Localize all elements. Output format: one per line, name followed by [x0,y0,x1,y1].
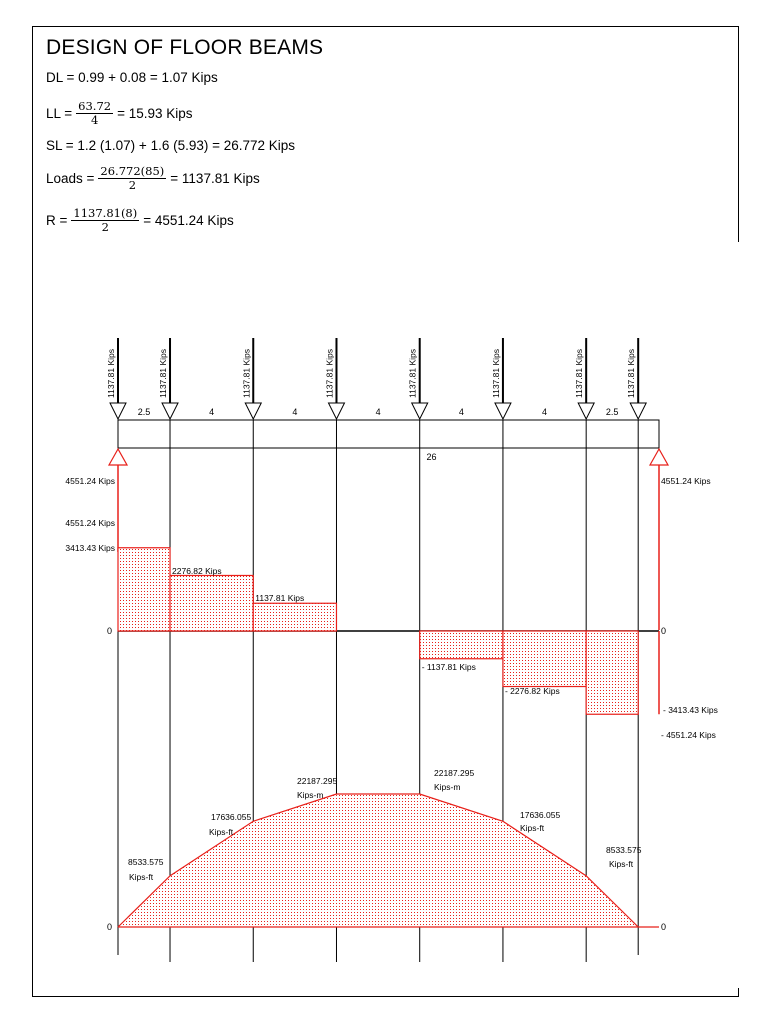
span-label: 2.5 [137,407,151,417]
load-label: 1137.81 Kips [407,349,418,398]
span-label: 4 [458,407,464,417]
shear-label: - 4551.24 Kips [661,730,716,740]
ll-prefix: LL = [46,106,73,122]
moment-label-value: 8533.575 [128,857,164,867]
moment-label-value: 22187.295 [434,768,475,778]
load-arrow-head [578,403,594,419]
ll-numerator: 63.72 [78,99,112,113]
shear-block [420,631,503,659]
span-label: 2.5 [605,407,619,417]
load-label: 1137.81 Kips [324,349,335,398]
load-label: 1137.81 Kips [158,349,169,398]
page-title: DESIGN OF FLOOR BEAMS [46,36,324,59]
load-label: 1137.81 Kips [241,349,252,398]
shear-label: 2276.82 Kips [172,566,222,576]
moment-zero-right: 0 [661,922,667,932]
loads-numerator: 26.772(85) [100,164,165,178]
reaction-right-label: 4551.24 Kips [661,476,711,486]
moment-label-value: 22187.295 [297,776,338,786]
r-suffix: = 4551.24 Kips [143,213,234,229]
shear-label: - 1137.81 Kips [421,662,476,672]
r-denominator: 2 [101,220,109,235]
load-label: 1137.81 Kips [106,349,116,398]
shear-label: - 2276.82 Kips [504,686,560,696]
load-label: 1137.81 Kips [574,349,585,398]
loads-suffix: = 1137.81 Kips [170,171,260,187]
service-load-equation: SL = 1.2 (1.07) + 1.6 (5.93) = 26.772 Kips [46,138,296,153]
span-label: 4 [542,407,548,417]
loads-prefix: Loads = [46,171,95,187]
load-arrow-head [412,403,428,419]
moment-label-unit: Kips-ft [520,823,545,833]
span-label: 4 [375,407,381,417]
span-label: 4 [292,407,298,417]
load-arrow-head [495,403,511,419]
reaction-left-label: 4551.24 Kips [65,476,115,486]
beam-member [118,420,659,448]
moment-label-value: 8533.575 [606,845,642,855]
shear-zero-right: 0 [661,626,667,636]
shear-block [170,575,253,631]
shear-block [118,548,170,631]
ll-suffix: = 15.93 Kips [117,106,193,122]
moment-label-value: 17636.055 [211,812,252,822]
shear-label: - 3413.43 Kips [663,705,718,715]
load-label: 1137.81 Kips [490,349,501,398]
shear-zero-left: 0 [106,626,112,636]
shear-label: 4551.24 Kips [65,518,115,528]
load-arrow-head [162,403,178,419]
moment-label-value: 17636.055 [520,810,561,820]
r-numerator: 1137.81(8) [73,206,138,220]
load-arrow-head [630,403,646,419]
shear-block [503,631,586,687]
moment-label-unit: Kips-m [434,782,461,792]
shear-label: 3413.43 Kips [65,543,115,553]
ll-denominator: 4 [90,113,99,128]
load-arrow-head [110,403,126,419]
moment-label-unit: Kips-m [297,790,324,800]
support-left-icon [109,449,127,465]
moment-label-unit: Kips-ft [609,859,634,869]
dead-load-equation: DL = 0.99 + 0.08 = 1.07 Kips [46,70,218,85]
load-label: 1137.81 Kips [626,349,637,398]
total-length-label: 26 [426,452,437,462]
load-arrow-head [245,403,261,419]
loads-denominator: 2 [128,178,137,193]
shear-label: 1137.81 Kips [255,593,305,603]
shear-block [586,631,638,714]
moment-label-unit: Kips-ft [129,872,154,882]
moment-label-unit: Kips-ft [209,827,234,837]
r-prefix: R = [46,213,68,229]
span-label: 4 [209,407,215,417]
load-arrow-head [328,403,344,419]
shear-block [253,603,336,631]
moment-zero-left: 0 [106,922,112,932]
support-right-icon [650,449,668,465]
